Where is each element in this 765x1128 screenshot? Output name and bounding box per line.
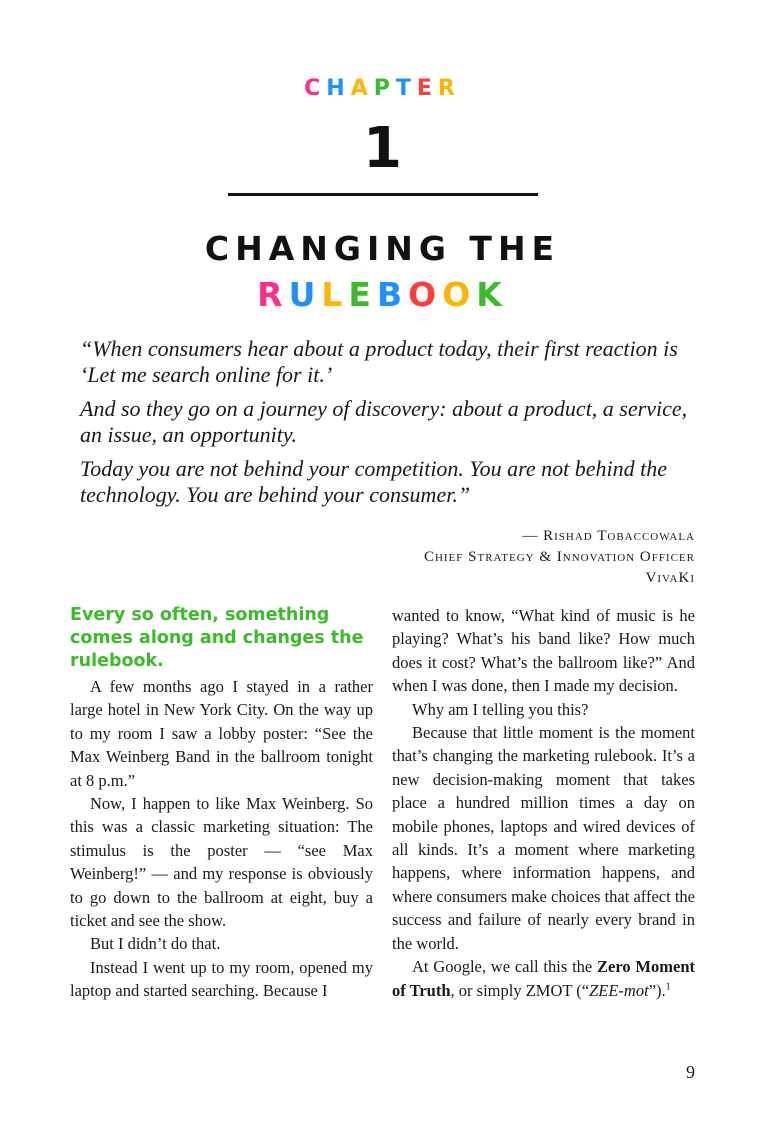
chapter-title-line1: CHANGING THE [204, 229, 561, 268]
zmot-term: Zero Moment of Truth [392, 957, 695, 1000]
title-letter: U [288, 275, 322, 314]
title-letter: O [408, 275, 443, 314]
body-paragraph-zmot [392, 955, 695, 1002]
zmot-text: , or simply ZMOT (“ [450, 980, 590, 1000]
quote-paragraph: Today you are not behind your competition. You are not behind the technology. You are behind your consumer.” [80, 456, 668, 507]
title-letter: E [348, 275, 377, 314]
quote-paragraph: “When consumers hear about a product today, their first reaction is ‘Let me search online for it.’ [80, 336, 678, 387]
chapter-label [0, 76, 765, 101]
zmot-pronunciation: ZEE-mot [589, 980, 649, 1000]
zmot-text: ”). [648, 980, 666, 1000]
chapter-letter: H [326, 76, 351, 101]
chapter-letter: R [437, 76, 461, 101]
quote-attribution [424, 526, 695, 589]
title-letter: B [376, 275, 409, 314]
chapter-title-line2 [0, 275, 765, 314]
chapter-number: 1 [363, 116, 402, 181]
epigraph-quote [80, 336, 700, 516]
attribution-role: Chief Strategy & Innovation Officer [423, 549, 695, 565]
body-paragraph: Now, I happen to like Max Weinberg. So this was a classic marketing situation: The stimulus is the poster — “see Max Weinberg!” — and my response is obviously to go down to the ballroom at eight, buy a ticket and see the show. [70, 794, 373, 931]
body-paragraph: Why am I telling you this? [412, 699, 589, 719]
title-letter: L [321, 275, 349, 314]
body-column-left [70, 604, 373, 1003]
body-paragraph-continued: wanted to know, “What kind of music is he playing? What’s his band like? How much does it cost? What’s the ballroom like?” And when I was done, then I made my decision. [392, 606, 695, 696]
chapter-letter: A [350, 76, 374, 101]
footnote-marker: 1 [665, 981, 671, 992]
title-letter: K [476, 275, 508, 314]
body-paragraph: But I didn’t do that. [90, 934, 221, 954]
divider-rule [228, 193, 538, 196]
zmot-text: At Google, we call this the [412, 957, 598, 977]
body-column-right [392, 604, 695, 1002]
chapter-letter: T [395, 76, 417, 101]
page-number: 9 [686, 1062, 695, 1082]
attribution-company: VivaKi [645, 570, 695, 586]
quote-paragraph: And so they go on a journey of discovery: about a product, a service, an issue, an opportunity. [80, 396, 688, 447]
lead-sentence: Every so often, something comes along and changes the rulebook. [70, 605, 364, 671]
body-paragraph: Because that little moment is the moment that’s changing the marketing rulebook. It’s a new decision-making moment that takes place a hundred million times a day on mobile phones, laptops and wired devices of all kinds. It’s a moment where marketing happens, where information happens, and where consumers make choices that affect the success and failure of nearly every brand in the world. [392, 723, 695, 953]
body-paragraph: A few months ago I stayed in a rather large hotel in New York City. On the way up to my room I saw a lobby poster: “See the Max Weinberg Band in the ballroom tonight at 8 p.m.” [70, 677, 373, 790]
body-paragraph: Instead I went up to my room, opened my laptop and started searching. Because I [70, 957, 373, 1001]
chapter-letter: E [416, 76, 438, 101]
title-letter: O [442, 275, 477, 314]
title-letter: R [257, 275, 289, 314]
attribution-name: — Rishad Tobaccowala [522, 528, 695, 544]
chapter-letter: P [373, 76, 396, 101]
chapter-letter: C [304, 76, 327, 101]
